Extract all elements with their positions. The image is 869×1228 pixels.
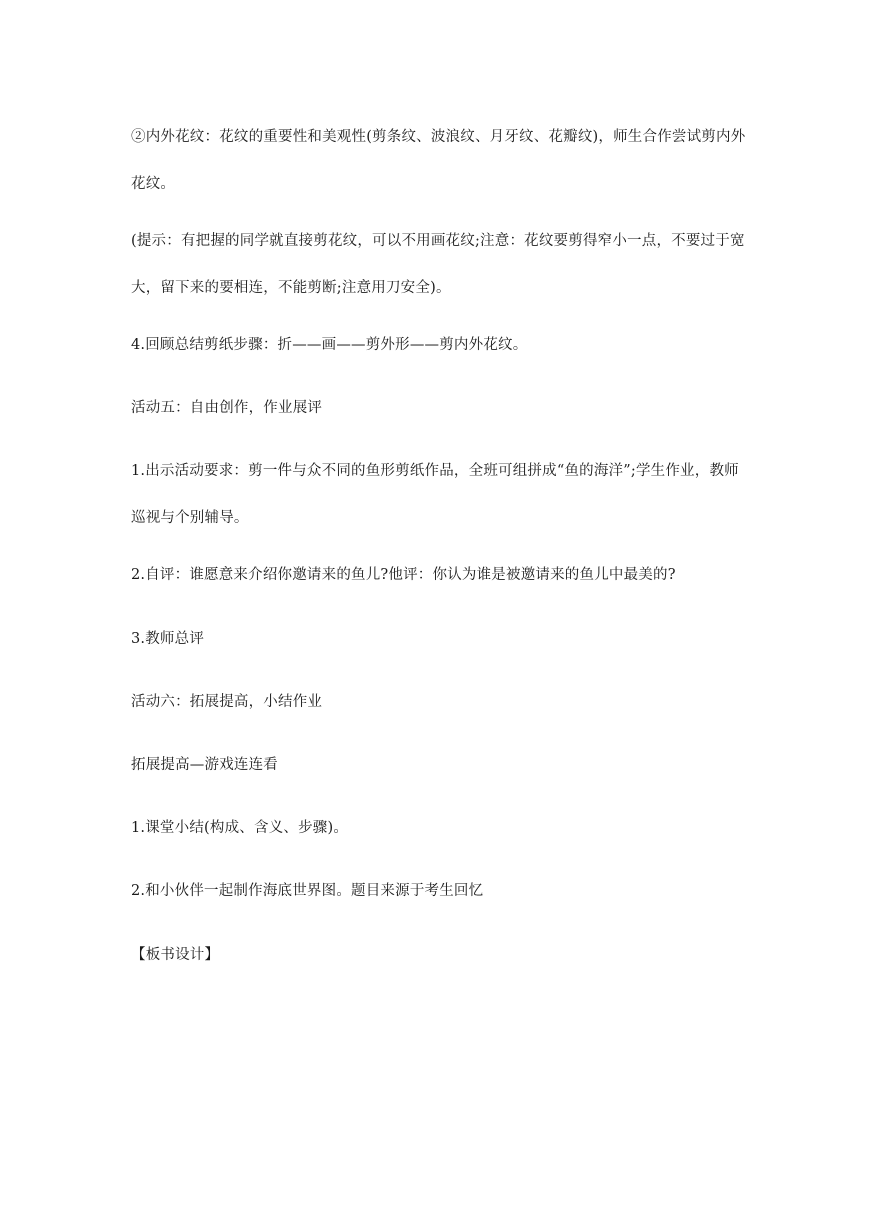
- paragraph-homework: 2.和小伙伴一起制作海底世界图。题目来源于考生回忆: [131, 883, 484, 899]
- paragraph-activity-requirements: 1.出示活动要求：剪一件与众不同的鱼形剪纸作品，全班可组拼成“鱼的海洋”;学生作业，教师巡视与个别辅导。: [131, 463, 739, 526]
- paragraph-inner-outer-patterns: ②内外花纹：花纹的重要性和美观性(剪条纹、波浪纹、月牙纹、花瓣纹)，师生合作尝试剪内外花纹。: [131, 129, 746, 192]
- paragraph-review-steps: 4.回顾总结剪纸步骤：折——画——剪外形——剪内外花纹。: [131, 337, 528, 353]
- paragraph-class-summary: 1.课堂小结(构成、含义、步骤)。: [131, 820, 349, 836]
- heading-activity-five: 活动五：自由创作，作业展评: [131, 400, 323, 416]
- paragraph-teacher-evaluation: 3.教师总评: [131, 631, 205, 647]
- heading-board-design: 【板书设计】: [131, 947, 220, 963]
- heading-activity-six: 活动六：拓展提高，小结作业: [131, 694, 323, 710]
- paragraph-extension-game: 拓展提高—游戏连连看: [131, 757, 278, 773]
- paragraph-self-evaluation: 2.自评：谁愿意来介绍你邀请来的鱼儿?他评：你认为谁是被邀请来的鱼儿中最美的?: [131, 567, 676, 583]
- paragraph-tips: (提示：有把握的同学就直接剪花纹，可以不用画花纹;注意：花纹要剪得窄小一点，不要过于宽大，留下来的要相连，不能剪断;注意用刀安全)。: [131, 233, 745, 296]
